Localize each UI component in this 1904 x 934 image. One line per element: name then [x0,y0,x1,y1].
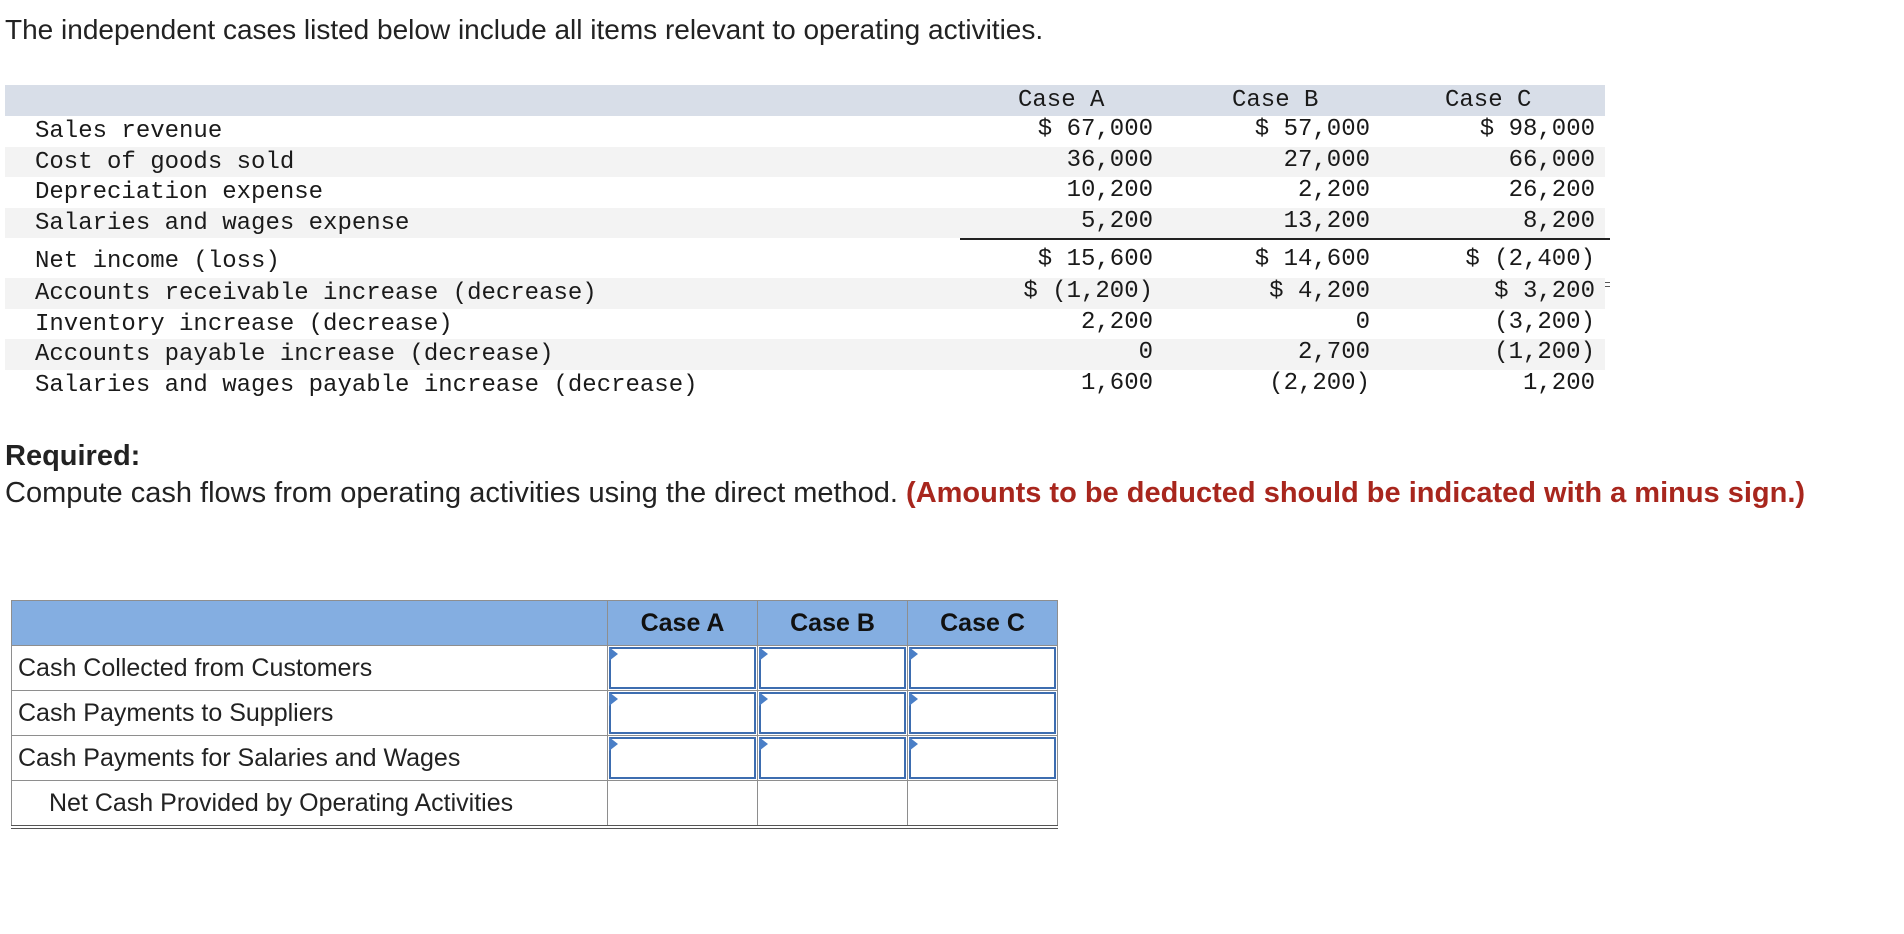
row-label: Inventory increase (decrease) [35,310,453,338]
header-case-a: Case A [1018,87,1105,114]
cell-flag-icon [909,692,918,706]
answer-row-payments-suppliers [12,691,1058,736]
row-label: Sales revenue [35,118,223,145]
value-case-c: 8,200 [1522,207,1595,235]
value-case-c: $ (2,400) [1465,246,1595,273]
answer-row-label: Cash Payments for Salaries and Wages [12,736,608,781]
input-case-c[interactable] [908,736,1058,781]
value-case-b: (2,200) [1269,369,1370,397]
value-case-b: 0 [1355,308,1370,336]
value-case-c: (1,200) [1494,339,1595,366]
cell-flag-icon [759,647,768,661]
row-label: Salaries and wages payable increase (decrease) [35,371,698,399]
input-case-a[interactable] [608,691,758,736]
input-box[interactable] [609,737,756,779]
required-note: (Amounts to be deducted should be indicated with a minus sign.) [906,477,1806,509]
answer-row-label: Cash Collected from Customers [12,646,608,691]
input-box[interactable] [909,737,1056,779]
value-case-c: 26,200 [1508,177,1595,204]
input-box[interactable] [609,647,756,689]
answer-row-net-cash [12,781,1058,828]
row-label: Net income (loss) [35,248,280,275]
value-case-b: 27,000 [1283,146,1370,174]
value-case-b: 13,200 [1283,207,1370,235]
row-inventory [5,309,1605,340]
row-net-income [5,238,1605,278]
value-case-c: 66,000 [1508,146,1595,174]
answer-row-cash-collected [12,646,1058,691]
required-text: Compute cash flows from operating activities using the direct method. [5,477,898,509]
cell-flag-icon [609,647,618,661]
row-label: Depreciation expense [35,179,324,206]
value-case-a: 2,200 [1080,308,1153,336]
header-case-a: Case A [608,601,758,646]
value-case-b: $ 57,000 [1254,116,1370,143]
answer-row-payments-salaries [12,736,1058,781]
row-cost-of-goods-sold [5,147,1605,178]
answer-table-header [12,601,1058,646]
input-case-b[interactable] [758,691,908,736]
value-case-b: 2,200 [1297,177,1370,204]
value-case-a: $ (1,200) [1023,278,1153,305]
net-cash-case-b [758,781,908,828]
data-table [5,85,1605,400]
value-case-c: 1,200 [1522,369,1595,397]
row-salaries-wages-payable [5,370,1605,401]
value-case-a: 0 [1138,339,1153,366]
value-case-a: 5,200 [1080,207,1153,235]
value-case-b: $ 14,600 [1254,246,1370,273]
value-case-a: $ 67,000 [1037,116,1153,143]
input-case-c[interactable] [908,646,1058,691]
row-salaries-wages-expense [5,208,1605,239]
input-box[interactable] [909,647,1056,689]
header-blank [12,601,608,646]
net-cash-case-c [908,781,1058,828]
input-box[interactable] [759,692,906,734]
row-label: Salaries and wages expense [35,209,410,237]
input-case-b[interactable] [758,646,908,691]
header-case-c: Case C [908,601,1058,646]
header-case-b: Case B [758,601,908,646]
row-depreciation-expense [5,177,1605,208]
cell-flag-icon [759,737,768,751]
answer-row-label: Cash Payments to Suppliers [12,691,608,736]
row-sales-revenue [5,116,1605,147]
input-case-a[interactable] [608,736,758,781]
input-box[interactable] [609,692,756,734]
required-title: Required: [5,440,141,472]
header-case-c: Case C [1445,87,1532,114]
required-section [5,438,1885,512]
answer-table [11,600,1058,829]
value-case-c: (3,200) [1494,308,1595,336]
intro-text: The independent cases listed below include all items relevant to operating activities. [5,14,1044,45]
header-case-b: Case B [1232,87,1319,114]
value-case-a: 1,600 [1080,369,1153,397]
row-accounts-receivable [5,278,1605,309]
value-case-a: 36,000 [1066,146,1153,174]
cell-flag-icon [909,737,918,751]
data-table-header [5,85,1605,116]
row-label: Accounts receivable increase (decrease) [35,280,597,307]
cell-flag-icon [909,647,918,661]
input-box[interactable] [759,647,906,689]
value-case-c: $ 98,000 [1479,116,1595,143]
input-case-a[interactable] [608,646,758,691]
cell-flag-icon [759,692,768,706]
net-cash-case-a [608,781,758,828]
input-box[interactable] [759,737,906,779]
value-case-c: $ 3,200 [1494,278,1595,305]
input-box[interactable] [909,692,1056,734]
value-case-b: 2,700 [1297,339,1370,366]
cell-flag-icon [609,737,618,751]
cell-flag-icon [609,692,618,706]
value-case-b: $ 4,200 [1269,278,1370,305]
answer-row-label: Net Cash Provided by Operating Activities [12,781,608,828]
value-case-a: 10,200 [1066,177,1153,204]
input-case-b[interactable] [758,736,908,781]
row-label: Accounts payable increase (decrease) [35,341,554,368]
row-label: Cost of goods sold [35,148,295,176]
value-case-a: $ 15,600 [1037,246,1153,273]
input-case-c[interactable] [908,691,1058,736]
row-accounts-payable [5,339,1605,370]
